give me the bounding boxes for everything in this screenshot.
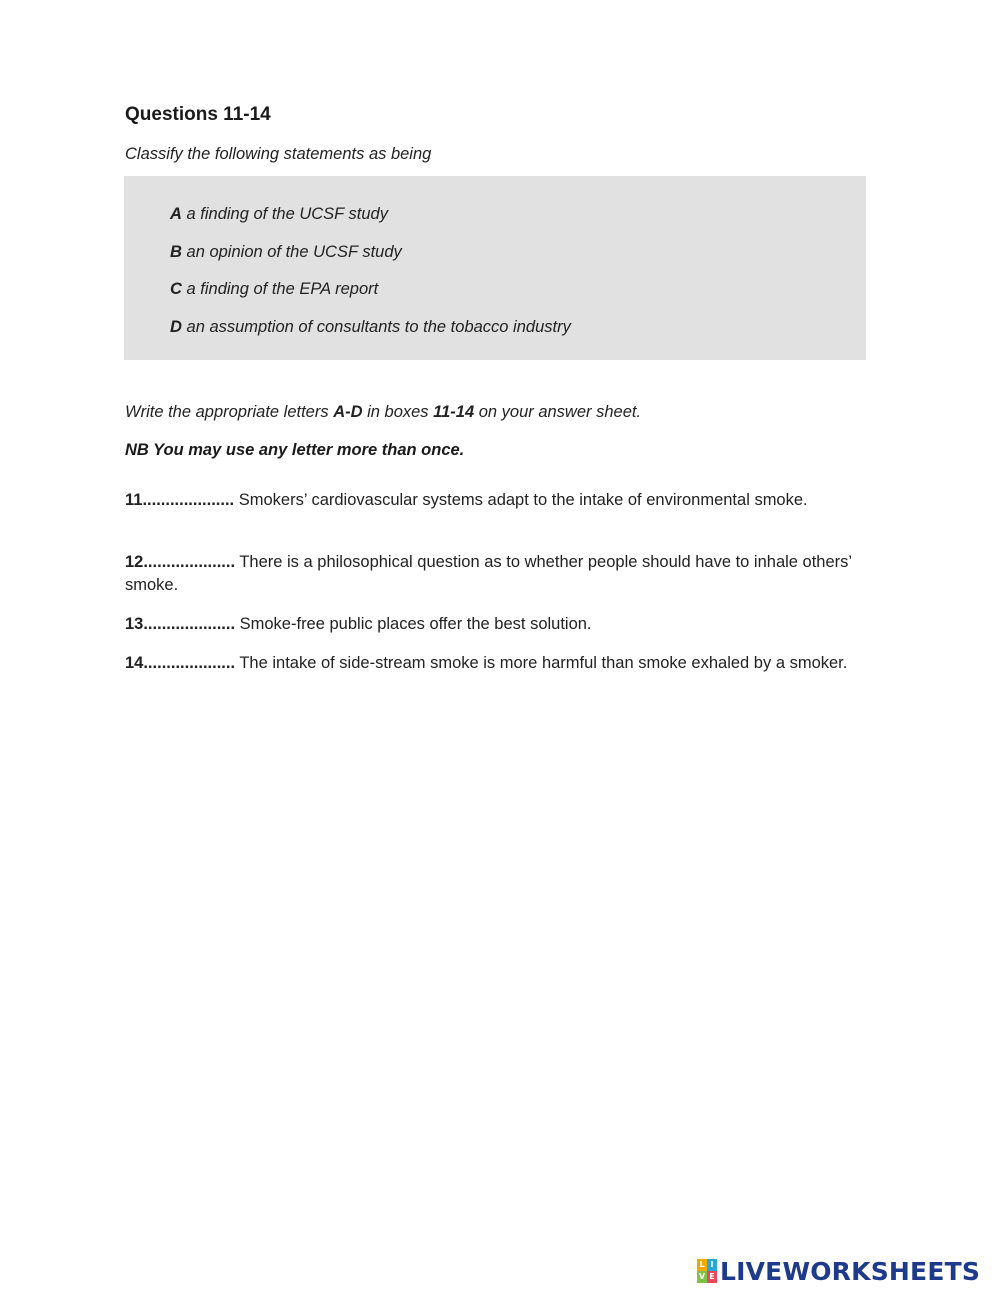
option-text: an assumption of consultants to the tobacco industry bbox=[186, 318, 571, 336]
logo-mark-letter: I bbox=[707, 1259, 717, 1271]
option-letter: A bbox=[170, 205, 182, 223]
boxes-range: 11-14 bbox=[433, 403, 475, 421]
write-instruction-part1: Write the appropriate letters bbox=[125, 403, 334, 421]
question-number[interactable]: 11.................... bbox=[125, 491, 235, 509]
question-text: Smokers’ cardiovascular systems adapt to the intake of environmental smoke. bbox=[234, 491, 808, 509]
question-text: There is a philosophical question as to whether people should have to inhale others’ smoke. bbox=[125, 553, 852, 594]
option-letter: B bbox=[170, 243, 182, 261]
question-number[interactable]: 13.................... bbox=[125, 615, 236, 633]
logo-mark-letter: E bbox=[707, 1271, 717, 1283]
write-instruction-part3: on your answer sheet. bbox=[474, 403, 642, 421]
question-number[interactable]: 14.................... bbox=[125, 654, 236, 672]
logo-mark-letter: V bbox=[698, 1272, 706, 1281]
question-14 bbox=[125, 652, 905, 675]
options-box bbox=[124, 176, 866, 360]
question-text: The intake of side-stream smoke is more harmful than smoke exhaled by a smoker. bbox=[235, 654, 848, 672]
write-instruction bbox=[125, 403, 641, 422]
option-letter: D bbox=[170, 318, 182, 336]
option-c bbox=[170, 280, 378, 299]
question-text: Smoke-free public places offer the best solution. bbox=[235, 615, 592, 633]
letters-range: A-D bbox=[333, 403, 363, 421]
option-d bbox=[170, 318, 571, 337]
page-title: Questions 11-14 bbox=[125, 104, 271, 125]
liveworksheets-logo[interactable] bbox=[697, 1256, 980, 1286]
question-11 bbox=[125, 489, 905, 512]
question-12 bbox=[125, 551, 905, 597]
option-a bbox=[170, 205, 388, 224]
option-text: an opinion of the UCSF study bbox=[186, 243, 402, 261]
option-text: a finding of the UCSF study bbox=[186, 205, 388, 223]
classify-instruction: Classify the following statements as being bbox=[125, 145, 432, 163]
logo-text: LIVEWORKSHEETS bbox=[720, 1256, 981, 1286]
question-13 bbox=[125, 613, 905, 636]
logo-mark-icon bbox=[697, 1259, 717, 1283]
option-text: a finding of the EPA report bbox=[186, 280, 379, 298]
option-b bbox=[170, 243, 402, 262]
option-letter: C bbox=[170, 280, 182, 298]
question-number[interactable]: 12.................... bbox=[125, 553, 236, 571]
nb-note: NB You may use any letter more than once. bbox=[125, 441, 465, 459]
logo-mark-letter: L bbox=[697, 1259, 707, 1271]
write-instruction-part2: in boxes bbox=[362, 403, 434, 421]
